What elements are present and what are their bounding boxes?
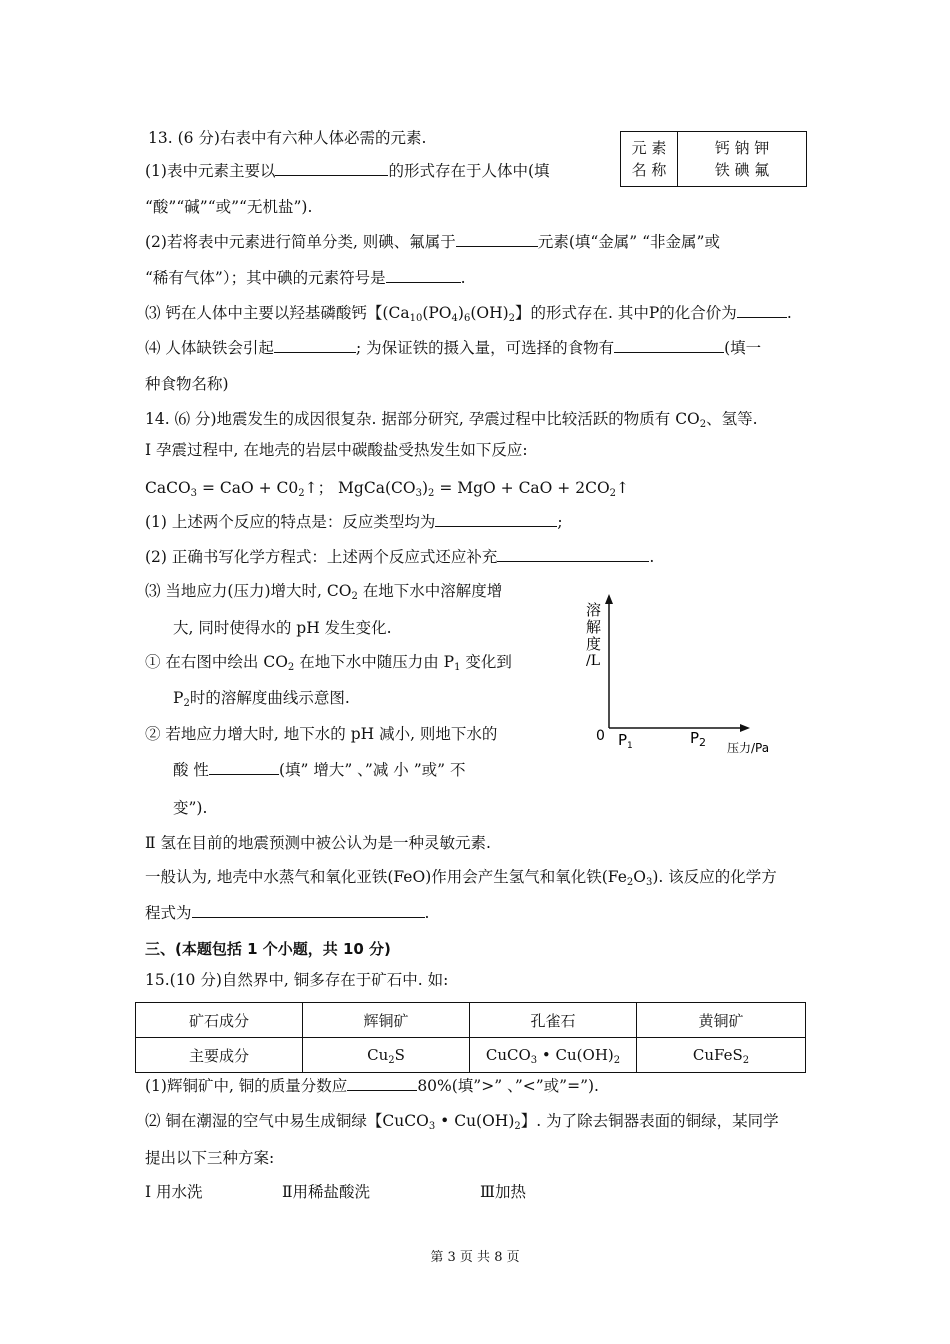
q15-sub1: (1)辉铜矿中, 铜的质量分数应 80%(填”>” 、”<”或”=”). [145,1077,599,1095]
q13-title: 13. (6 分)右表中有六种人体必需的元素. [148,129,427,147]
q14-part2-line1: 一般认为, 地壳中水蒸气和氧化亚铁(FeO)作用会产生氢气和氧化铁$(Fe_2O_3)$. 该反应的化学方 [145,868,777,888]
page-footer: 第 3 页 共 8 页 [430,1250,520,1265]
y-label-4: /L [586,653,601,669]
ore-header-2: 孔雀石 [470,1003,637,1038]
element-table-header-line1: 元 素 [631,139,667,157]
q14-part2-line2: 程式为 . [145,904,430,922]
q14-part1-intro: Ⅰ 孕震过程中, 在地壳的岩层中碳酸盐受热发生如下反应: [145,441,528,459]
element-table-values [678,132,807,187]
q13-line1: (1)表中元素主要以 的形式存在于人体中(填 [145,162,550,180]
answer-blank[interactable] [737,303,787,318]
q13-line4-cont: 种食物名称) [145,375,229,393]
q14-circle2-end: 变”). [173,799,208,817]
q14-circle1: ① 在右图中绘出 $CO_2$ 在地下水中随压力由 $P_1$ 变化到 [145,653,512,673]
q14-circle1-cont: $P_2$时的溶解度曲线示意图. [173,689,350,709]
q13-line1-cont: “酸”“碱”“或”“无机盐”). [145,198,313,216]
y-axis-arrow-icon [605,594,613,604]
element-table [620,131,807,187]
ore-cell-chalcocite: $Cu_2S$ [303,1038,470,1073]
q15-title: 15.(10 分)自然界中, 铜多存在于矿石中. 如: [145,971,449,989]
answer-blank[interactable] [497,547,649,562]
y-label-2: 解 [586,618,602,636]
ore-table [135,1002,806,1073]
answer-blank[interactable] [456,232,538,247]
q14-circle2-cont: 酸 性 (填” 增大” 、”减 小 ”或” 不 [173,761,466,779]
ore-header-3: 黄铜矿 [637,1003,806,1038]
p2-label: $P_2$ [690,729,707,749]
ore-cell-chalcopyrite: CuFeS$_2$ [637,1038,806,1073]
element-table-header-line2: 名 称 [631,161,667,179]
x-label: 压力/Pa [727,741,770,755]
ore-cell-malachite: CuCO$_3$ • $Cu(OH)_2$ [470,1038,637,1073]
origin-label: 0 [596,728,605,744]
answer-blank[interactable] [275,161,388,176]
q15-option-2: Ⅱ用稀盐酸洗 [282,1183,371,1201]
x-axis-arrow-icon [740,724,750,732]
p1-label: $P_1$ [618,731,633,751]
q14-sub3: ⑶ 当地应力(压力)增大时, $CO_2$ 在地下水中溶解度增 [145,582,503,602]
table-row [136,1003,806,1038]
q15-option-1: Ⅰ 用水洗 [145,1183,203,1201]
ore-header-1: 辉铜矿 [303,1003,470,1038]
q14-part2-intro: Ⅱ 氢在目前的地震预测中被公认为是一种灵敏元素. [145,834,491,852]
q15-sub2: ⑵ 铜在潮湿的空气中易生成铜绿【CuCO$_3$ • $Cu(OH)_2$】. 为了除去铜器表面的铜绿，某同学 [145,1112,779,1132]
ore-header-0: 矿石成分 [136,1003,303,1038]
q13-line2-cont: “稀有气体”）；其中碘的元素符号是 . [145,269,466,287]
q14-sub3-cont: 大, 同时使得水的 pH 发生变化. [173,619,392,637]
q14-equation: CaCO$_3$ = CaO + $C0_2↑$； $MgCa(CO_3)_2$ = MgO + CaO + $2CO_2↑$ [145,479,630,499]
q13-line2: (2)若将表中元素进行简单分类, 则碘、氟属于 元素(填“金属” “非金属”或 [145,233,720,251]
answer-blank[interactable] [192,903,425,918]
answer-blank[interactable] [347,1076,417,1091]
answer-blank[interactable] [209,760,279,775]
q15-sub2-cont: 提出以下三种方案: [145,1149,275,1167]
solubility-graph[interactable] [582,592,792,762]
element-table-row2: 铁 碘 氟 [714,161,770,179]
y-label-3: 度 [586,635,602,653]
y-label-1: 溶 [586,601,602,619]
element-table-header [621,132,678,187]
q14-sub2: (2) 正确书写化学方程式：上述两个反应式还应补充 . [145,548,655,566]
q14-circle2: ② 若地应力增大时, 地下水的 pH 减小, 则地下水的 [145,725,498,743]
answer-blank[interactable] [386,268,461,283]
answer-blank[interactable] [274,338,356,353]
q14-sub1: (1) 上述两个反应的特点是：反应类型均为 ; [145,513,563,531]
table-row [136,1038,806,1073]
q13-line4: ⑷ 人体缺铁会引起 ; 为保证铁的摄入量，可选择的食物有 (填一 [145,339,762,357]
ore-row-label: 主要成分 [136,1038,303,1073]
q14-title: 14. ⑹ 分)地震发生的成因很复杂. 据部分研究, 孕震过程中比较活跃的物质有 $CO_2$、氢等. [145,410,758,430]
answer-blank[interactable] [614,338,724,353]
q13-line3: ⑶ 钙在人体中主要以羟基磷酸钙【($Ca_{10}(PO_4)_6(OH)_2$】的形式存在. 其中P的化合价为 . [145,304,792,324]
section3-heading: 三、(本题包括 1 个小题，共 10 分) [145,940,391,958]
q15-option-3: Ⅲ加热 [480,1183,526,1201]
answer-blank[interactable] [435,512,557,527]
element-table-row1: 钙 钠 钾 [714,139,770,157]
